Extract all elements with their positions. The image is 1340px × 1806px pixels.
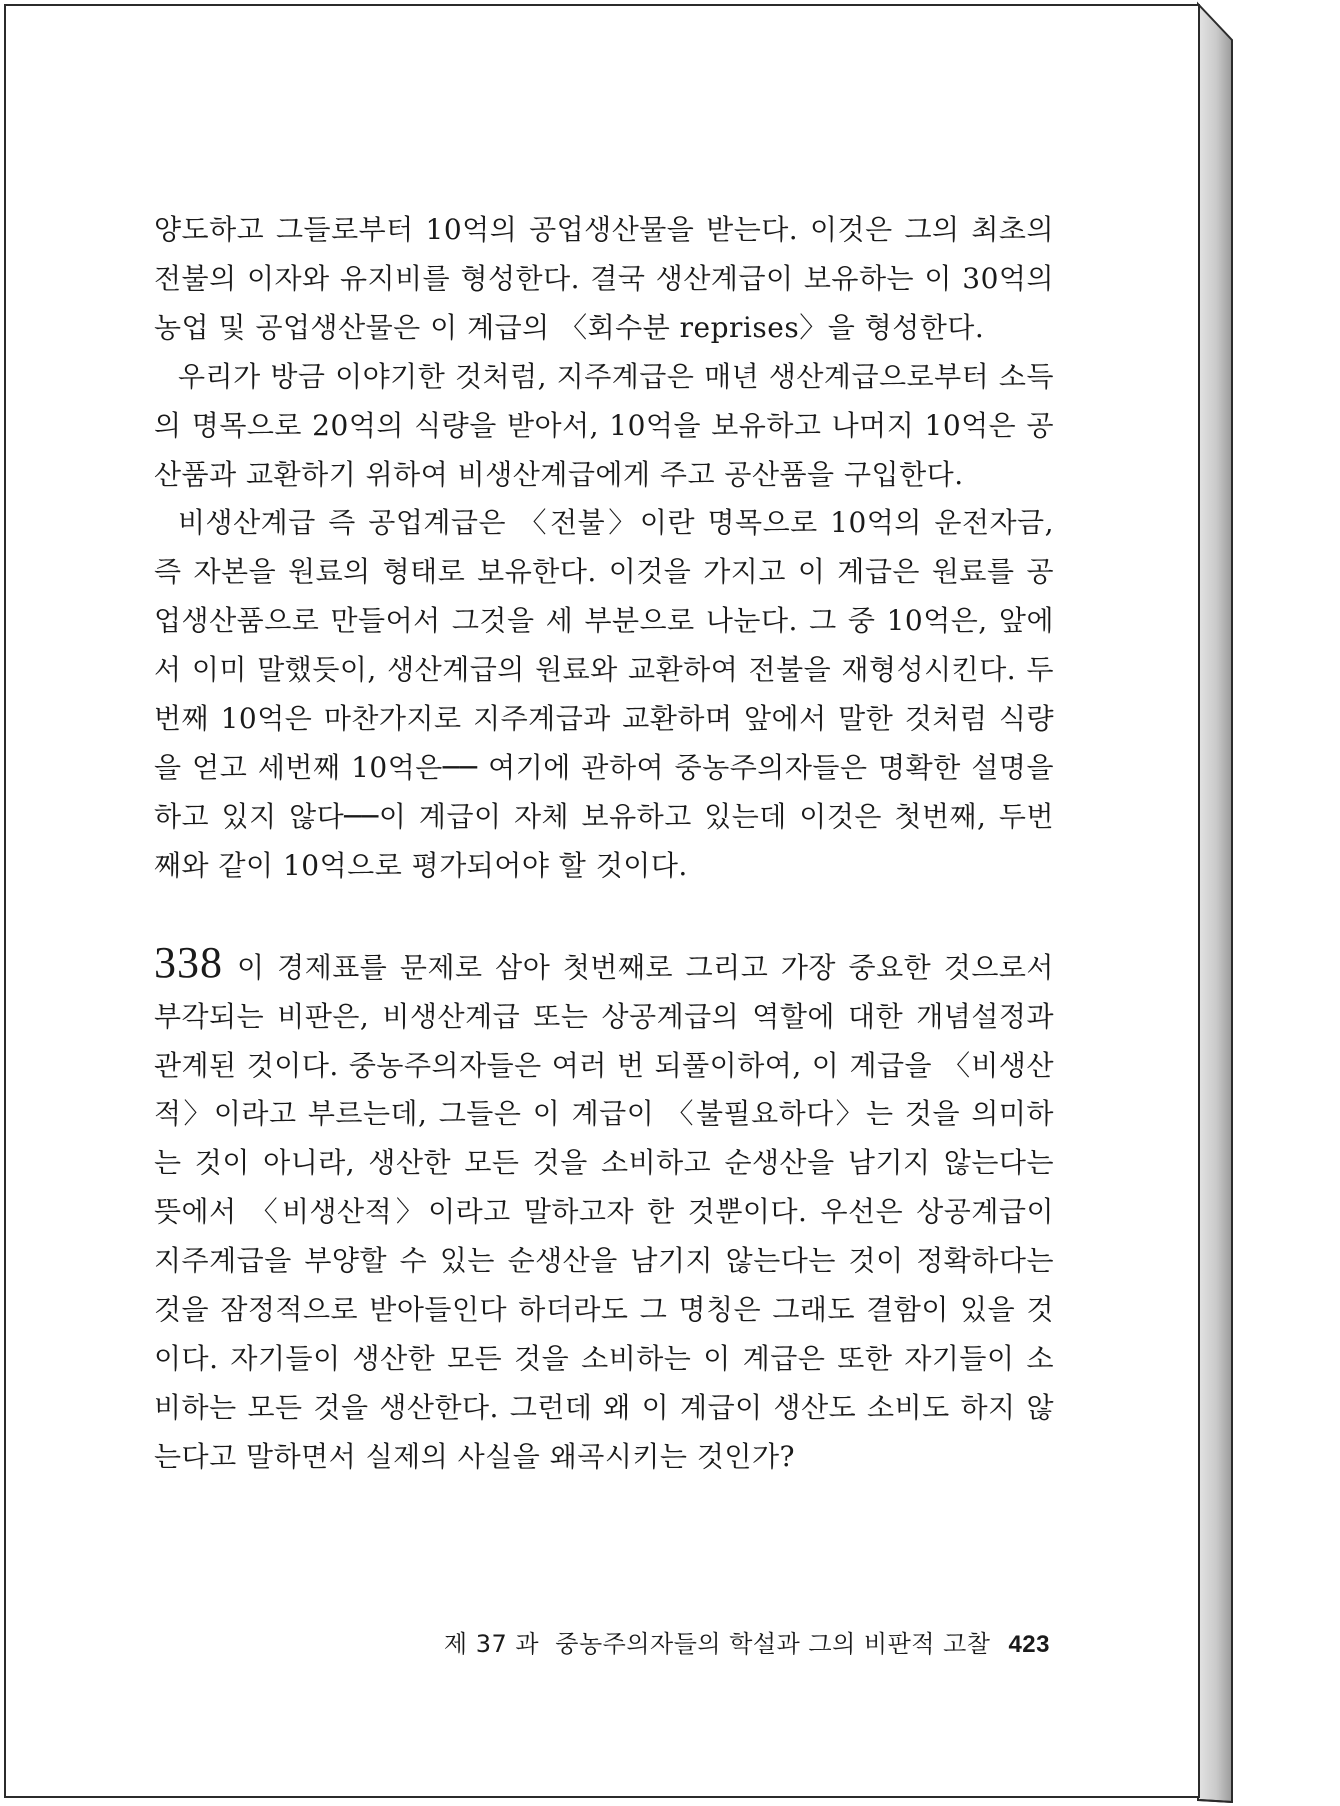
chapter-title: 제 37 과 중농주의자들의 학설과 그의 비판적 고찰 bbox=[443, 1630, 991, 1658]
paragraph: 양도하고 그들로부터 10억의 공업생산물을 받는다. 이것은 그의 최초의 전불의 이자와 유지비를 형성한다. 결국 생산계급이 보유하는 이 30억의 농업 및 공업생산물은 이 계급의 〈회수분 reprises〉을 형성한다. bbox=[154, 213, 1054, 344]
running-footer bbox=[444, 1628, 1050, 1661]
section-gap bbox=[154, 891, 1054, 939]
body-text bbox=[154, 206, 1054, 1482]
section-paragraph bbox=[154, 939, 1054, 1482]
page-number: 423 bbox=[1008, 1631, 1050, 1658]
page-sheet bbox=[4, 4, 1200, 1798]
paragraph: 비생산계급 즉 공업계급은 〈전불〉이란 명목으로 10억의 운전자금, 즉 자본을 원료의 형태로 보유한다. 이것을 가지고 이 계급은 원료를 공업생산품으로 만들어서 그것을 세 부분으로 나눈다. 그 중 10억은, 앞에서 이미 말했듯이, 생산계급의 원료와 교환하여 전불을 재형성시킨다. 두번째 10억은 마찬가지로 지주계급과 교환하며 앞에서 말한 것처럼 식량을 얻고 세번째 10억은── 여기에 관하여 중농주의자들은 명확한 설명을 하고 있지 않다──이 계급이 자체 보유하고 있는데 이것은 첫번째, 두번째와 같이 10억으로 평가되어야 할 것이다. bbox=[154, 506, 1054, 882]
paragraph: 우리가 방금 이야기한 것처럼, 지주계급은 매년 생산계급으로부터 소득의 명목으로 20억의 식량을 받아서, 10억을 보유하고 나머지 10억은 공산품과 교환하기 위하여 비생산계급에게 주고 공산품을 구입한다. bbox=[154, 359, 1054, 491]
section-number: 338 bbox=[154, 937, 223, 987]
section-text: 이 경제표를 문제로 삼아 첫번째로 그리고 가장 중요한 것으로서 부각되는 비판은, 비생산계급 또는 상공계급의 역할에 대한 개념설정과 관계된 것이다. 중농주의자들은 여러 번 되풀이하여, 이 계급을 〈비생산적〉이라고 부르는데, 그들은 이 계급이 〈불필요하다〉는 것을 의미하는 것이 아니라, 생산한 모든 것을 소비하고 순생산을 남기지 않는다는 뜻에서 〈비생산적〉이라고 말하고자 한 것뿐이다. 우선은 상공계급이 지주계급을 부양할 수 있는 순생산을 남기지 않는다는 것이 정확하다는 것을 잠정적으로 받아들인다 하더라도 그 명칭은 그래도 결함이 있을 것이다. 자기들이 생산한 모든 것을 소비하는 이 계급은 또한 자기들이 소비하는 모든 것을 생산한다. 그런데 왜 이 계급이 생산도 소비도 하지 않는다고 말하면서 실제의 사실을 왜곡시키는 것인가? bbox=[154, 950, 1054, 1473]
